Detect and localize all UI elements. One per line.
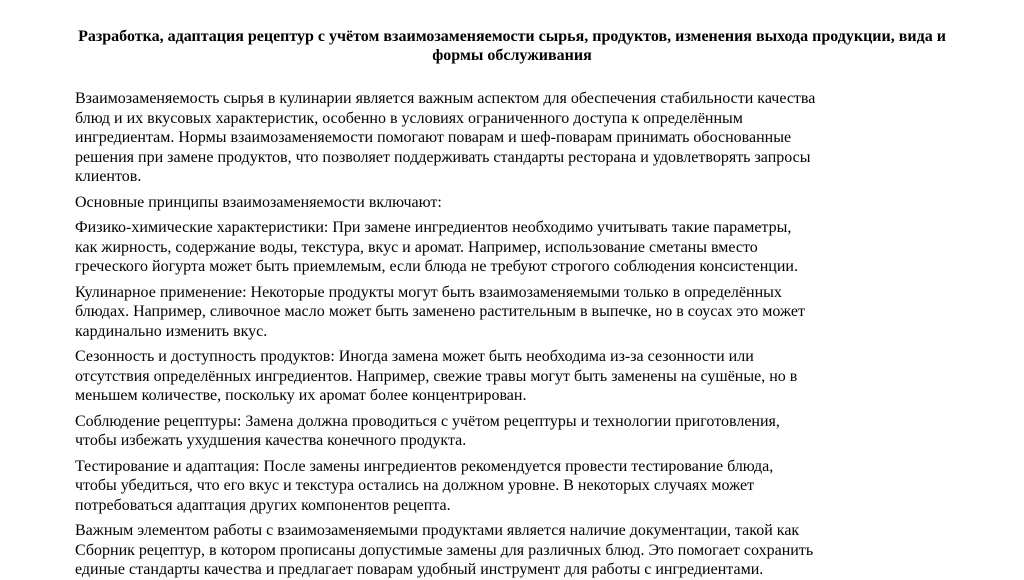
document-body	[75, 89, 817, 580]
page-title: Разработка, адаптация рецептур с учётом взаимозаменяемости сырья, продуктов, изменения выхода продукции, вида и формы обслуживания	[78, 28, 946, 64]
paragraph-testing-adaptation: Тестирование и адаптация: После замены ингредиентов рекомендуется провести тестирование блюда, чтобы убедиться, что его вкус и текстура остались на должном уровне. В некоторых случаях может потребоваться адаптация других компонентов рецепта.	[75, 457, 774, 514]
paragraph-recipe-compliance: Соблюдение рецептуры: Замена должна проводиться с учётом рецептуры и технологии приготовления, чтобы избежать ухудшения качества конечного продукта.	[75, 412, 780, 449]
paragraph-physico-chemical: Физико-химические характеристики: При замене ингредиентов необходимо учитывать такие параметры, как жирность, содержание воды, текстура, вкус и аромат. Например, использование сметаны вместо греческого йогурта может быть приемлемым, если блюда не требуют строгого соблюдения консистенции.	[75, 219, 798, 275]
paragraph-intro: Взаимозаменяемость сырья в кулинарии является важным аспектом для обеспечения стабильности качества блюд и их вкусовых характеристик, особенно в условиях ограниченного доступа к определённым ингредиентам. Нормы взаимозаменяемости помогают поварам и шеф-поварам принимать обоснованные решения при замене продуктов, что позволяет поддерживать стандарты ресторана и удовлетворять запросы клиентов.	[75, 90, 816, 185]
paragraph-documentation: Важным элементом работы с взаимозаменяемыми продуктами является наличие документации, такой как Сборник рецептур, в котором прописаны допустимые замены для различных блюд. Это помогает сохранить единые стандарты качества и предлагает поварам удобный инструмент для работы с ингредиентами.	[75, 522, 814, 578]
paragraph-culinary-use: Кулинарное применение: Некоторые продукты могут быть взаимозаменяемыми только в определённых блюдах. Например, сливочное масло может быть заменено растительным в выпечке, но в соусах это может кардинально изменить вкус.	[75, 283, 805, 340]
paragraph-principles-lead: Основные принципы взаимозаменяемости включают:	[75, 193, 442, 211]
paragraph-seasonality: Сезонность и доступность продуктов: Иногда замена может быть необходима из-за сезонности или отсутствия определённых ингредиентов. Например, свежие травы могут быть заменены на сушёные, но в меньшем количестве, поскольку их аромат более концентрирован.	[75, 348, 798, 404]
